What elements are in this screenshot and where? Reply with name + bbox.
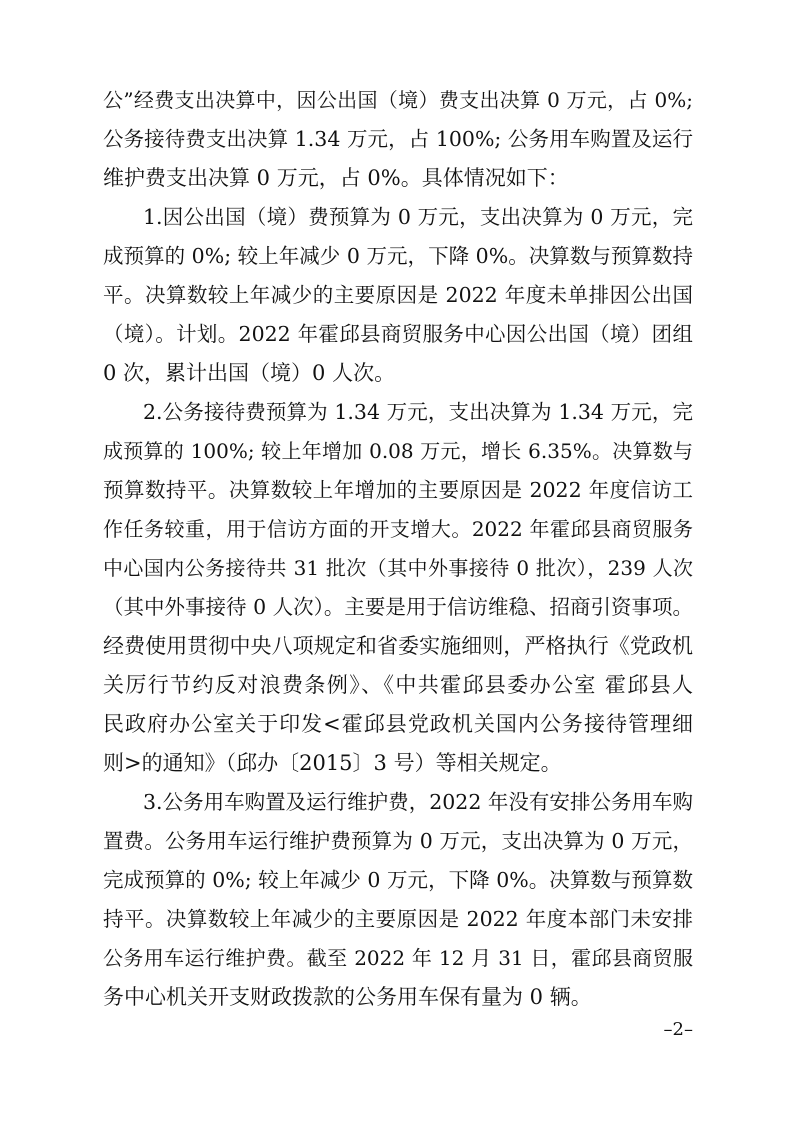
text-line-1: 公”经费支出决算中，因公出国（境）费支出决算 0 万元，占 0%; <box>103 88 693 112</box>
text-line-7: （境）。计划。2022 年霍邱县商贸服务中心因公出国（境）团组 <box>103 322 693 346</box>
text-line-6: 平。决算数较上年减少的主要原因是 2022 年度未单排因公出国 <box>103 283 693 307</box>
text-line-13: 中心国内公务接待共 31 批次（其中外事接待 0 批次），239 人次 <box>103 556 693 580</box>
text-line-15: 经费使用贯彻中央八项规定和省委实施细则，严格执行《党政机 <box>103 634 693 658</box>
text-line-2: 公务接待费支出决算 1.34 万元，占 100%; 公务用车购置及运行 <box>103 127 693 151</box>
text-line-23: 公务用车运行维护费。截至 2022 年 12 月 31 日，霍邱县商贸服 <box>103 946 693 970</box>
text-line-8: 0 次，累计出国（境）0 人次。 <box>103 361 396 385</box>
text-line-3: 维护费支出决算 0 万元，占 0%。具体情况如下： <box>103 166 569 190</box>
text-line-10: 成预算的 100%; 较上年增加 0.08 万元，增长 6.35%。决算数与 <box>103 439 693 463</box>
text-line-19: 3.公务用车购置及运行维护费，2022 年没有安排公务用车购 <box>143 790 693 814</box>
text-line-18: 则>的通知》（邱办〔2015〕3 号）等相关规定。 <box>103 751 562 775</box>
text-line-14: （其中外事接待 0 人次）。主要是用于信访维稳、招商引资事项。 <box>103 595 693 619</box>
text-line-24: 务中心机关开支财政拨款的公务用车保有量为 0 辆。 <box>103 985 592 1009</box>
text-line-20: 置费。公务用车运行维护费预算为 0 万元，支出决算为 0 万元， <box>103 829 693 853</box>
text-line-22: 持平。决算数较上年减少的主要原因是 2022 年度本部门未安排 <box>103 907 693 931</box>
text-line-21: 完成预算的 0%; 较上年减少 0 万元，下降 0%。决算数与预算数 <box>103 868 693 892</box>
text-line-16: 关厉行节约反对浪费条例》、《中共霍邱县委办公室 霍邱县人 <box>103 673 693 697</box>
text-line-5: 成预算的 0%; 较上年减少 0 万元，下降 0%。决算数与预算数持 <box>103 244 693 268</box>
page-number: –2– <box>663 1019 693 1040</box>
text-line-4: 1.因公出国（境）费预算为 0 万元，支出决算为 0 万元，完 <box>143 205 693 229</box>
text-line-17: 民政府办公室关于印发<霍邱县党政机关国内公务接待管理细 <box>103 712 693 736</box>
text-line-9: 2.公务接待费预算为 1.34 万元，支出决算为 1.34 万元，完 <box>143 400 693 424</box>
text-line-11: 预算数持平。决算数较上年增加的主要原因是 2022 年度信访工 <box>103 478 693 502</box>
text-line-12: 作任务较重，用于信访方面的开支增大。2022 年霍邱县商贸服务 <box>103 517 693 541</box>
